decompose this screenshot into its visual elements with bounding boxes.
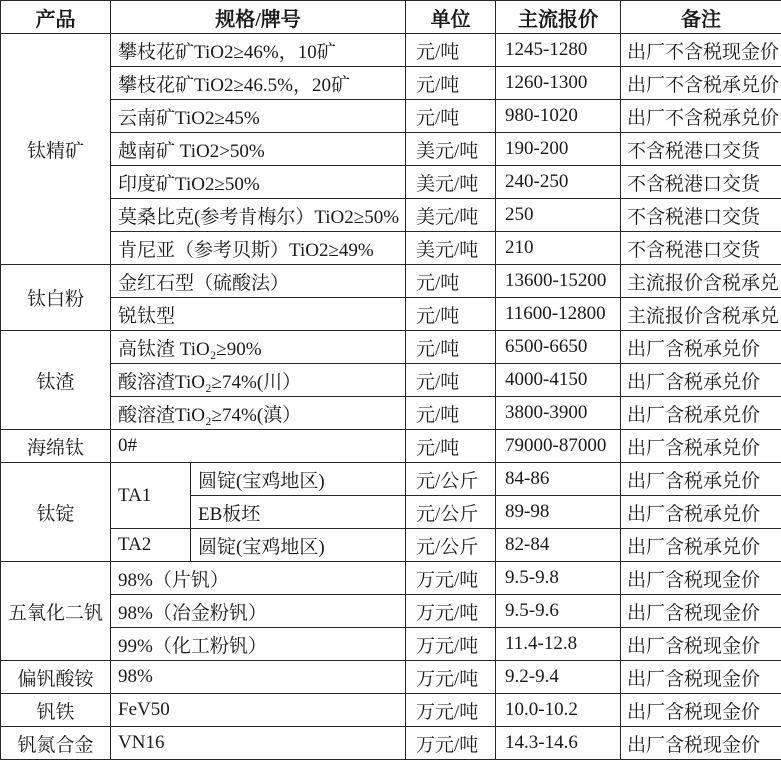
spec-cell: 高钛渣 TiO₂≥90% xyxy=(111,331,406,364)
table-row xyxy=(1,364,781,397)
table-row xyxy=(1,661,781,694)
unit-cell: 元/公斤 xyxy=(406,496,496,529)
table-row xyxy=(1,430,781,463)
price-cell: 84-86 xyxy=(496,463,621,496)
header-spec: 规格/牌号 xyxy=(111,1,406,34)
table-row xyxy=(1,331,781,364)
table-row xyxy=(1,628,781,661)
note-cell: 出厂含税承兑价 xyxy=(621,364,781,397)
price-cell: 82-84 xyxy=(496,529,621,562)
price-cell: 3800-3900 xyxy=(496,397,621,430)
unit-cell: 元/吨 xyxy=(406,298,496,331)
header-unit: 单位 xyxy=(406,1,496,34)
spec-cell: 圆锭(宝鸡地区) xyxy=(191,529,406,562)
unit-cell: 美元/吨 xyxy=(406,133,496,166)
table-row xyxy=(1,529,781,562)
note-cell: 出厂含税承兑价 xyxy=(621,496,781,529)
price-cell: 4000-4150 xyxy=(496,364,621,397)
note-cell: 出厂含税现金价 xyxy=(621,628,781,661)
unit-cell: 万元/吨 xyxy=(406,727,496,760)
spec-cell: 98%（冶金粉钒） xyxy=(111,595,406,628)
table-row xyxy=(1,232,781,265)
header-price: 主流报价 xyxy=(496,1,621,34)
price-cell: 14.3-14.6 xyxy=(496,727,621,760)
note-cell: 出厂不含税承兑价 xyxy=(621,100,781,133)
unit-cell: 美元/吨 xyxy=(406,232,496,265)
price-cell: 1260-1300 xyxy=(496,67,621,100)
note-cell: 出厂含税现金价 xyxy=(621,562,781,595)
price-cell: 250 xyxy=(496,199,621,232)
spec-cell: 印度矿TiO2≥50% xyxy=(111,166,406,199)
spec-cell: 酸溶渣TiO₂≥74%(滇） xyxy=(111,397,406,430)
table-row xyxy=(1,298,781,331)
unit-cell: 万元/吨 xyxy=(406,562,496,595)
price-cell: 10.0-10.2 xyxy=(496,694,621,727)
table-row xyxy=(1,463,781,496)
price-cell: 11.4-12.8 xyxy=(496,628,621,661)
spec-cell: 莫桑比克(参考肯梅尔）TiO2≥50% xyxy=(111,199,406,232)
unit-cell: 万元/吨 xyxy=(406,628,496,661)
product-cell: 偏钒酸铵 xyxy=(1,661,111,694)
table-row xyxy=(1,595,781,628)
product-cell: 钒氮合金 xyxy=(1,727,111,760)
spec-cell: 99%（化工粉钒） xyxy=(111,628,406,661)
table-row xyxy=(1,199,781,232)
note-cell: 不含税港口交货 xyxy=(621,232,781,265)
note-cell: 出厂不含税现金价 xyxy=(621,34,781,67)
note-cell: 出厂含税承兑价 xyxy=(621,331,781,364)
unit-cell: 元/吨 xyxy=(406,430,496,463)
unit-cell: 元/吨 xyxy=(406,34,496,67)
unit-cell: 元/吨 xyxy=(406,397,496,430)
spec-cell: EB板坯 xyxy=(191,496,406,529)
spec-cell: 攀枝花矿TiO2≥46.5%，20矿 xyxy=(111,67,406,100)
spec-cell: FeV50 xyxy=(111,694,406,727)
unit-cell: 元/公斤 xyxy=(406,529,496,562)
spec-cell: 圆锭(宝鸡地区) xyxy=(191,463,406,496)
note-cell: 不含税港口交货 xyxy=(621,166,781,199)
unit-cell: 万元/吨 xyxy=(406,661,496,694)
table-row xyxy=(1,133,781,166)
unit-cell: 元/吨 xyxy=(406,364,496,397)
spec-cell: 0# xyxy=(111,430,406,463)
table-row xyxy=(1,67,781,100)
note-cell: 不含税港口交货 xyxy=(621,133,781,166)
price-cell: 9.5-9.6 xyxy=(496,595,621,628)
note-cell: 出厂含税现金价 xyxy=(621,694,781,727)
table-row xyxy=(1,694,781,727)
unit-cell: 万元/吨 xyxy=(406,694,496,727)
spec-cell: 肯尼亚（参考贝斯）TiO2≥49% xyxy=(111,232,406,265)
grade-cell: TA2 xyxy=(111,529,191,562)
price-cell: 13600-15200 xyxy=(496,265,621,298)
note-cell: 不含税港口交货 xyxy=(621,199,781,232)
unit-cell: 元/吨 xyxy=(406,100,496,133)
product-cell: 钛渣 xyxy=(1,331,111,430)
spec-cell: 锐钛型 xyxy=(111,298,406,331)
table-body xyxy=(1,34,781,760)
note-cell: 出厂含税承兑价 xyxy=(621,529,781,562)
grade-cell: TA1 xyxy=(111,463,191,529)
note-cell: 主流报价含税承兑 xyxy=(621,265,781,298)
product-cell: 钛白粉 xyxy=(1,265,111,331)
header-product: 产品 xyxy=(1,1,111,34)
price-cell: 9.5-9.8 xyxy=(496,562,621,595)
price-cell: 9.2-9.4 xyxy=(496,661,621,694)
note-cell: 出厂不含税承兑价 xyxy=(621,67,781,100)
product-cell: 钒铁 xyxy=(1,694,111,727)
price-cell: 1245-1280 xyxy=(496,34,621,67)
product-cell: 钛锭 xyxy=(1,463,111,562)
unit-cell: 元/公斤 xyxy=(406,463,496,496)
spec-cell: 98%（片钒） xyxy=(111,562,406,595)
spec-cell: 越南矿 TiO2>50% xyxy=(111,133,406,166)
table-row xyxy=(1,727,781,760)
table-row xyxy=(1,166,781,199)
unit-cell: 元/吨 xyxy=(406,331,496,364)
note-cell: 出厂含税承兑价 xyxy=(621,430,781,463)
product-cell: 海绵钛 xyxy=(1,430,111,463)
spec-cell: VN16 xyxy=(111,727,406,760)
unit-cell: 万元/吨 xyxy=(406,595,496,628)
spec-cell: 云南矿TiO2≥45% xyxy=(111,100,406,133)
table-row xyxy=(1,562,781,595)
header-note: 备注 xyxy=(621,1,781,34)
price-cell: 89-98 xyxy=(496,496,621,529)
note-cell: 出厂含税现金价 xyxy=(621,661,781,694)
unit-cell: 美元/吨 xyxy=(406,166,496,199)
product-cell: 五氧化二钒 xyxy=(1,562,111,661)
table-row xyxy=(1,100,781,133)
unit-cell: 美元/吨 xyxy=(406,199,496,232)
spec-cell: 金红石型（硫酸法） xyxy=(111,265,406,298)
spec-cell: 酸溶渣TiO₂≥74%(川） xyxy=(111,364,406,397)
table-row xyxy=(1,34,781,67)
product-cell: 钛精矿 xyxy=(1,34,111,265)
price-cell: 6500-6650 xyxy=(496,331,621,364)
price-cell: 190-200 xyxy=(496,133,621,166)
unit-cell: 元/吨 xyxy=(406,67,496,100)
table-row xyxy=(1,265,781,298)
note-cell: 主流报价含税承兑 xyxy=(621,298,781,331)
price-cell: 11600-12800 xyxy=(496,298,621,331)
note-cell: 出厂含税承兑价 xyxy=(621,397,781,430)
price-cell: 210 xyxy=(496,232,621,265)
price-cell: 240-250 xyxy=(496,166,621,199)
table-row xyxy=(1,397,781,430)
note-cell: 出厂含税现金价 xyxy=(621,727,781,760)
unit-cell: 元/吨 xyxy=(406,265,496,298)
price-cell: 980-1020 xyxy=(496,100,621,133)
spec-cell: 98% xyxy=(111,661,406,694)
spec-cell: 攀枝花矿TiO2≥46%，10矿 xyxy=(111,34,406,67)
price-cell: 79000-87000 xyxy=(496,430,621,463)
note-cell: 出厂含税承兑价 xyxy=(621,463,781,496)
header-row xyxy=(1,1,781,34)
note-cell: 出厂含税现金价 xyxy=(621,595,781,628)
